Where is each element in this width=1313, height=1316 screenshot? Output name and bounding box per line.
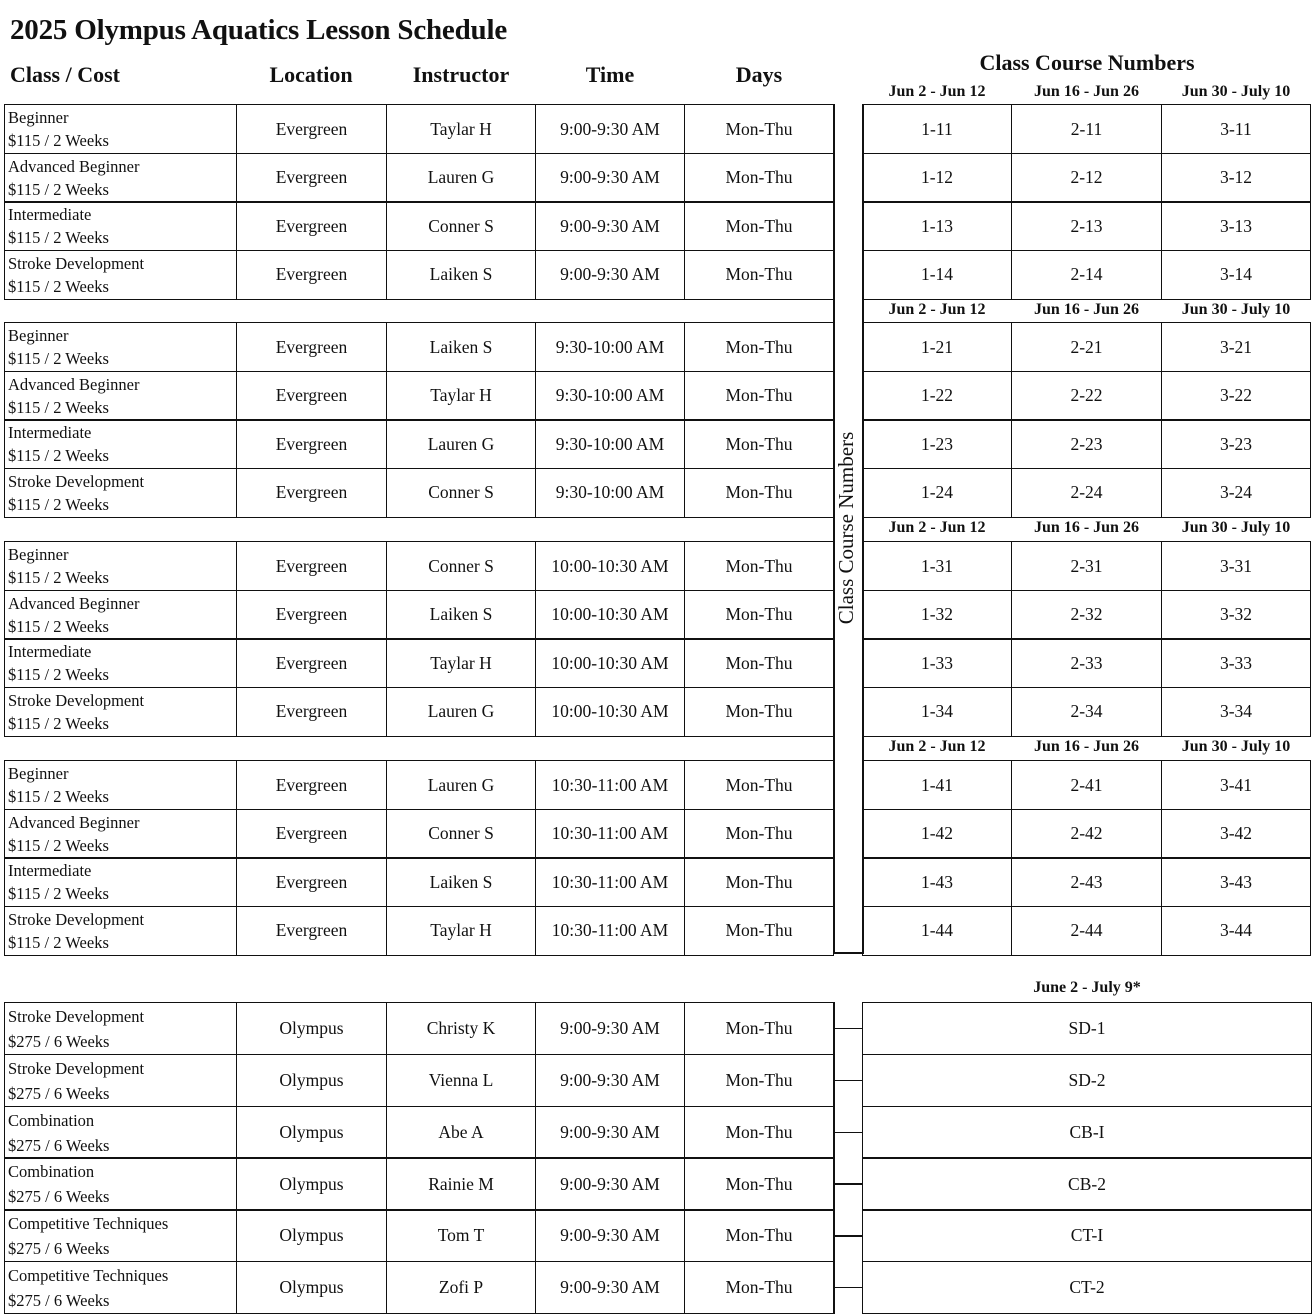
header-class-course-numbers: Class Course Numbers	[979, 50, 1195, 75]
location-cell: Evergreen	[236, 687, 387, 737]
session-date-label: Jun 2 - Jun 12	[888, 519, 986, 536]
class-cost: $115 / 2 Weeks	[8, 884, 109, 903]
time-cell: 9:00-9:30 AM	[535, 153, 685, 203]
course-number-cell: 3-12	[1161, 153, 1311, 203]
time-cell: 10:00-10:30 AM	[535, 590, 685, 640]
course-number-cell: 1-11	[862, 104, 1012, 154]
days-cell: Mon-Thu	[684, 468, 834, 518]
class-course-numbers-vertical-label: Class Course Numbers	[834, 431, 858, 625]
course-number-cell: 2-34	[1011, 687, 1162, 737]
days-cell: Mon-Thu	[684, 201, 834, 251]
session-date-label: Jun 16 - Jun 26	[1034, 301, 1139, 318]
days-cell: Mon-Thu	[684, 760, 834, 810]
class-name: Stroke Development	[8, 1007, 145, 1026]
time-cell: 9:00-9:30 AM	[535, 1002, 685, 1055]
class-cost: $275 / 6 Weeks	[8, 1291, 110, 1310]
time-cell: 9:00-9:30 AM	[535, 1261, 685, 1314]
location-cell: Evergreen	[236, 250, 387, 300]
instructor-cell: Taylar H	[386, 371, 536, 421]
days-cell: Mon-Thu	[684, 1209, 834, 1262]
location-cell: Olympus	[236, 1261, 387, 1314]
days-cell: Mon-Thu	[684, 1002, 834, 1055]
instructor-cell: Rainie M	[386, 1157, 536, 1210]
time-cell: 9:00-9:30 AM	[535, 201, 685, 251]
course-number-cell: 1-32	[862, 590, 1012, 640]
class-cost: $275 / 6 Weeks	[8, 1239, 110, 1259]
class-cost-cell	[4, 371, 237, 421]
days-cell: Mon-Thu	[684, 1157, 834, 1210]
time-cell: 9:30-10:00 AM	[535, 371, 685, 421]
days-cell: Mon-Thu	[684, 104, 834, 154]
days-cell: Mon-Thu	[684, 687, 834, 737]
session-date-label: Jun 30 - July 10	[1181, 301, 1291, 318]
course-number-cell: 3-33	[1161, 638, 1311, 688]
class-name: Stroke Development	[8, 1058, 145, 1078]
instructor-cell: Laiken S	[386, 590, 536, 640]
class-cost-cell	[4, 638, 237, 688]
class-name: Competitive Techniques	[8, 1214, 169, 1234]
course-number-cell: 2-31	[1011, 541, 1162, 591]
instructor-cell: Lauren G	[386, 687, 536, 737]
instructor-cell: Taylar H	[386, 638, 536, 688]
location-cell: Evergreen	[236, 419, 387, 469]
location-cell: Olympus	[236, 1157, 387, 1210]
header-instructor: Instructor	[412, 62, 510, 87]
course-number-cell: 2-11	[1011, 104, 1162, 154]
location-cell: Evergreen	[236, 468, 387, 518]
location-cell: Evergreen	[236, 638, 387, 688]
location-cell: Evergreen	[236, 322, 387, 372]
instructor-cell: Conner S	[386, 809, 536, 859]
course-number-cell: 1-33	[862, 638, 1012, 688]
course-number-cell: 1-44	[862, 906, 1012, 956]
course-number-cell: CB-2	[862, 1157, 1312, 1210]
location-cell: Olympus	[236, 1106, 387, 1159]
class-name: Beginner	[8, 108, 69, 127]
days-cell: Mon-Thu	[684, 590, 834, 640]
class-name: Advanced Beginner	[8, 812, 140, 832]
course-number-cell: 1-23	[862, 419, 1012, 469]
class-cost-cell	[4, 760, 237, 810]
course-number-cell: 2-14	[1011, 250, 1162, 300]
course-number-cell: 3-14	[1161, 250, 1311, 300]
class-name: Beginner	[8, 545, 69, 564]
class-name: Intermediate	[8, 642, 92, 661]
course-number-cell: 2-32	[1011, 590, 1162, 640]
days-cell: Mon-Thu	[684, 371, 834, 421]
days-cell: Mon-Thu	[684, 1106, 834, 1159]
class-cost-cell	[4, 1209, 237, 1262]
class-cost: $115 / 2 Weeks	[8, 446, 109, 465]
separator-dash	[833, 1132, 863, 1134]
class-name: Advanced Beginner	[8, 374, 140, 394]
instructor-cell: Laiken S	[386, 857, 536, 907]
course-number-cell: 1-21	[862, 322, 1012, 372]
course-number-cell: 3-21	[1161, 322, 1311, 372]
course-number-cell: 2-42	[1011, 809, 1162, 859]
class-cost: $115 / 2 Weeks	[8, 131, 109, 150]
class-cost-cell	[4, 687, 237, 737]
time-cell: 10:30-11:00 AM	[535, 809, 685, 859]
course-number-cell: 3-31	[1161, 541, 1311, 591]
course-number-cell: SD-2	[862, 1054, 1312, 1107]
class-cost: $115 / 2 Weeks	[8, 397, 109, 417]
class-name: Beginner	[8, 764, 69, 783]
time-cell: 10:00-10:30 AM	[535, 541, 685, 591]
course-number-cell: 2-22	[1011, 371, 1162, 421]
days-cell: Mon-Thu	[684, 250, 834, 300]
class-cost: $115 / 2 Weeks	[8, 665, 109, 684]
class-name: Combination	[8, 1162, 95, 1182]
location-cell: Evergreen	[236, 153, 387, 203]
course-number-cell: 3-42	[1161, 809, 1311, 859]
session-date-label: Jun 2 - Jun 12	[888, 83, 986, 100]
location-cell: Evergreen	[236, 104, 387, 154]
days-cell: Mon-Thu	[684, 638, 834, 688]
header-class-cost: Class / Cost	[10, 62, 121, 87]
time-cell: 10:00-10:30 AM	[535, 638, 685, 688]
location-cell: Olympus	[236, 1054, 387, 1107]
course-number-cell: 3-11	[1161, 104, 1311, 154]
course-number-cell: 2-21	[1011, 322, 1162, 372]
class-name: Combination	[8, 1110, 95, 1130]
instructor-cell: Laiken S	[386, 250, 536, 300]
instructor-cell: Lauren G	[386, 760, 536, 810]
session-date-label: Jun 2 - Jun 12	[888, 301, 986, 318]
location-cell: Evergreen	[236, 371, 387, 421]
class-cost-cell	[4, 857, 237, 907]
days-cell: Mon-Thu	[684, 809, 834, 859]
location-cell: Evergreen	[236, 857, 387, 907]
course-number-cell: 3-23	[1161, 419, 1311, 469]
class-cost-cell	[4, 468, 237, 518]
course-number-cell: 2-41	[1011, 760, 1162, 810]
time-cell: 10:30-11:00 AM	[535, 906, 685, 956]
class-cost-cell	[4, 1157, 237, 1210]
class-cost-cell	[4, 250, 237, 300]
course-number-cell: 3-41	[1161, 760, 1311, 810]
separator-dash	[833, 1183, 863, 1185]
class-name: Stroke Development	[8, 690, 145, 710]
course-number-cell: 2-23	[1011, 419, 1162, 469]
separator-line	[862, 104, 864, 954]
course-number-cell: 3-22	[1161, 371, 1311, 421]
course-number-cell: 2-44	[1011, 906, 1162, 956]
header-days: Days	[735, 62, 783, 87]
class-name: Stroke Development	[8, 909, 145, 929]
time-cell: 9:00-9:30 AM	[535, 1157, 685, 1210]
separator-dash	[833, 1235, 863, 1237]
class-cost-cell	[4, 201, 237, 251]
location-cell: Olympus	[236, 1209, 387, 1262]
class-name: Advanced Beginner	[8, 156, 140, 176]
session-date-label: Jun 30 - July 10	[1181, 738, 1291, 755]
time-cell: 9:30-10:00 AM	[535, 468, 685, 518]
instructor-cell: Laiken S	[386, 322, 536, 372]
location-cell: Evergreen	[236, 590, 387, 640]
course-number-cell: 3-43	[1161, 857, 1311, 907]
class-cost: $115 / 2 Weeks	[8, 787, 109, 806]
location-cell: Olympus	[236, 1002, 387, 1055]
class-cost: $275 / 6 Weeks	[8, 1032, 110, 1051]
class-cost-cell	[4, 1106, 237, 1159]
instructor-cell: Conner S	[386, 468, 536, 518]
class-cost-cell	[4, 1002, 237, 1055]
course-number-cell: 3-24	[1161, 468, 1311, 518]
class-name: Stroke Development	[8, 471, 145, 491]
class-cost: $275 / 6 Weeks	[8, 1187, 110, 1207]
page-title: 2025 Olympus Aquatics Lesson Schedule	[10, 14, 507, 46]
time-cell: 10:30-11:00 AM	[535, 760, 685, 810]
separator-dash	[833, 1287, 863, 1289]
time-cell: 9:00-9:30 AM	[535, 104, 685, 154]
header-location: Location	[269, 62, 353, 87]
class-name: Intermediate	[8, 861, 92, 880]
instructor-cell: Conner S	[386, 201, 536, 251]
course-number-cell: CT-I	[862, 1209, 1312, 1262]
class-name: Intermediate	[8, 205, 92, 224]
class-cost: $115 / 2 Weeks	[8, 179, 109, 199]
class-name: Competitive Techniques	[8, 1266, 169, 1285]
course-number-cell: 3-32	[1161, 590, 1311, 640]
header-time: Time	[585, 62, 635, 87]
class-cost-cell	[4, 590, 237, 640]
class-cost-cell	[4, 906, 237, 956]
days-cell: Mon-Thu	[684, 153, 834, 203]
location-cell: Evergreen	[236, 541, 387, 591]
location-cell: Evergreen	[236, 201, 387, 251]
class-name: Intermediate	[8, 423, 92, 442]
course-number-cell: 3-34	[1161, 687, 1311, 737]
course-number-cell: 3-13	[1161, 201, 1311, 251]
days-cell: Mon-Thu	[684, 1054, 834, 1107]
instructor-cell: Conner S	[386, 541, 536, 591]
class-cost: $115 / 2 Weeks	[8, 494, 109, 514]
class-cost: $115 / 2 Weeks	[8, 568, 109, 587]
days-cell: Mon-Thu	[684, 906, 834, 956]
instructor-cell: Tom T	[386, 1209, 536, 1262]
class-cost-cell	[4, 809, 237, 859]
course-number-cell: 2-33	[1011, 638, 1162, 688]
time-cell: 9:30-10:00 AM	[535, 322, 685, 372]
course-number-cell: 2-12	[1011, 153, 1162, 203]
session-date-label: Jun 16 - Jun 26	[1034, 519, 1139, 536]
session-date-label: Jun 30 - July 10	[1181, 519, 1291, 536]
class-cost: $115 / 2 Weeks	[8, 835, 109, 855]
course-number-cell: 2-13	[1011, 201, 1162, 251]
separator-line	[833, 1002, 835, 1314]
class-cost-cell	[4, 419, 237, 469]
class-cost-cell	[4, 153, 237, 203]
time-cell: 9:00-9:30 AM	[535, 1106, 685, 1159]
class-cost-cell	[4, 541, 237, 591]
instructor-cell: Abe A	[386, 1106, 536, 1159]
course-number-cell: 1-43	[862, 857, 1012, 907]
course-number-cell: SD-1	[862, 1002, 1312, 1055]
days-cell: Mon-Thu	[684, 322, 834, 372]
location-cell: Evergreen	[236, 760, 387, 810]
class-cost-cell	[4, 1261, 237, 1314]
time-cell: 9:00-9:30 AM	[535, 250, 685, 300]
class-cost: $275 / 6 Weeks	[8, 1135, 110, 1155]
session-date-label: Jun 30 - July 10	[1181, 83, 1291, 100]
session-date-label: Jun 16 - Jun 26	[1034, 738, 1139, 755]
class-cost: $115 / 2 Weeks	[8, 932, 109, 952]
class-cost: $115 / 2 Weeks	[8, 228, 109, 247]
course-number-cell: 1-42	[862, 809, 1012, 859]
instructor-cell: Taylar H	[386, 906, 536, 956]
course-number-cell: 1-24	[862, 468, 1012, 518]
time-cell: 9:00-9:30 AM	[535, 1054, 685, 1107]
instructor-cell: Lauren G	[386, 153, 536, 203]
course-number-cell: 2-43	[1011, 857, 1162, 907]
course-number-cell: 1-12	[862, 153, 1012, 203]
course-number-cell: 1-13	[862, 201, 1012, 251]
course-number-cell: 3-44	[1161, 906, 1311, 956]
class-cost: $115 / 2 Weeks	[8, 713, 109, 733]
class-cost: $115 / 2 Weeks	[8, 349, 109, 368]
course-number-cell: 1-31	[862, 541, 1012, 591]
instructor-cell: Zofi P	[386, 1261, 536, 1314]
session-date-label: Jun 16 - Jun 26	[1034, 83, 1139, 100]
separator-dash	[833, 1028, 863, 1030]
olympus-date-label: June 2 - July 9*	[1033, 979, 1141, 996]
class-cost: $115 / 2 Weeks	[8, 616, 109, 636]
separator-line	[833, 952, 863, 954]
class-name: Beginner	[8, 326, 69, 345]
course-number-cell: 1-34	[862, 687, 1012, 737]
time-cell: 10:00-10:30 AM	[535, 687, 685, 737]
course-number-cell: CB-I	[862, 1106, 1312, 1159]
location-cell: Evergreen	[236, 809, 387, 859]
instructor-cell: Lauren G	[386, 419, 536, 469]
course-number-cell: 2-24	[1011, 468, 1162, 518]
time-cell: 10:30-11:00 AM	[535, 857, 685, 907]
class-name: Advanced Beginner	[8, 593, 140, 613]
course-number-cell: CT-2	[862, 1261, 1312, 1314]
class-name: Stroke Development	[8, 253, 145, 273]
instructor-cell: Christy K	[386, 1002, 536, 1055]
days-cell: Mon-Thu	[684, 419, 834, 469]
days-cell: Mon-Thu	[684, 541, 834, 591]
days-cell: Mon-Thu	[684, 1261, 834, 1314]
instructor-cell: Taylar H	[386, 104, 536, 154]
location-cell: Evergreen	[236, 906, 387, 956]
course-number-cell: 1-41	[862, 760, 1012, 810]
session-date-label: Jun 2 - Jun 12	[888, 738, 986, 755]
days-cell: Mon-Thu	[684, 857, 834, 907]
separator-dash	[833, 1080, 863, 1082]
course-number-cell: 1-22	[862, 371, 1012, 421]
class-cost: $275 / 6 Weeks	[8, 1083, 110, 1103]
time-cell: 9:00-9:30 AM	[535, 1209, 685, 1262]
course-number-cell: 1-14	[862, 250, 1012, 300]
class-cost-cell	[4, 1054, 237, 1107]
instructor-cell: Vienna L	[386, 1054, 536, 1107]
time-cell: 9:30-10:00 AM	[535, 419, 685, 469]
class-cost-cell	[4, 322, 237, 372]
class-cost: $115 / 2 Weeks	[8, 276, 109, 296]
class-cost-cell	[4, 104, 237, 154]
